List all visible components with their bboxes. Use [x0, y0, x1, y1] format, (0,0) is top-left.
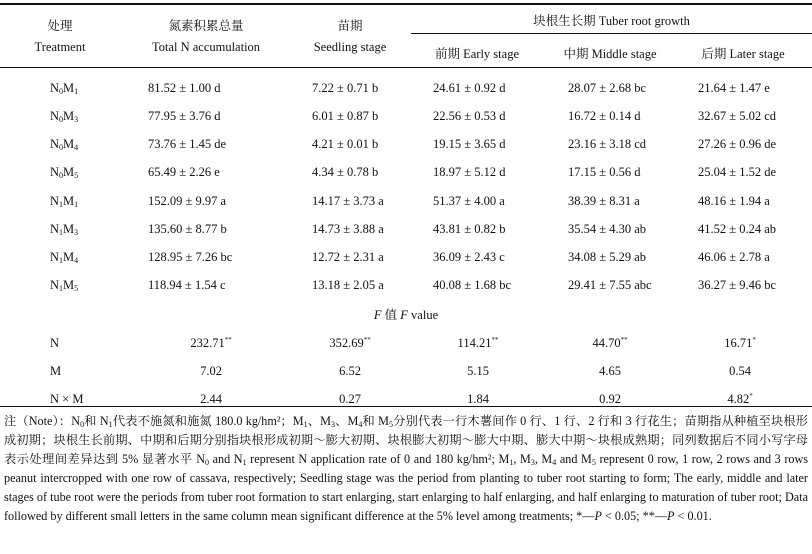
header-treatment: 处理 Treatment [34, 19, 86, 54]
f-cell-seedling: 0.27 [339, 392, 361, 406]
cell-early: 18.97 ± 5.12 d [433, 165, 506, 179]
cell-early: 19.15 ± 3.65 d [433, 137, 506, 151]
row-label: $N_1M_3$ [50, 222, 79, 237]
f-cell-early: 114.21** [457, 336, 499, 350]
cell-total: 128.95 ± 7.26 bc [148, 250, 233, 264]
cell-seedling: 14.73 ± 3.88 a [312, 222, 384, 236]
header-seedling: 苗期 Seedling stage [313, 19, 387, 54]
cell-middle: 16.72 ± 0.14 d [568, 109, 641, 123]
f-cell-seedling: 6.52 [339, 364, 361, 378]
table-note: 注（Note）：$N_0$和 $N_1$代表不施氮和施氮 180.0 kg/hm²；$M_1$、$M_3$、$M_4$和 $M_5$分别代表一行木薯间作 0 行、1 行、2 行和 3 行花生；苗期指从种植至块根形成初期；块根生长前期、中期和后期分别指块根形成初期～膨大初期、块根膨大初期～膨大中期、膨大中期～块根成熟期；同列数据后不同小写字母表示处理间差异达到 5% 显著水平 $N_0$ and $N_1$ represent N application rate of 0 and 180 kg/hm²; $M_1$, $M_3$, $M_4$ and $M_5$ represent 0 row, 1 row, 2 rows and 3 rows peanut intercropped with one row of cassava, respectively; Seedling stage was the period from planting to tuber root starting to form; The early, middle and later stages of tube root were the periods from tuber root formation to start enlarging, start enlarging to half enlarging, and half enlarging to maturation of tuber root; Data followed by different small letters in the same column mean significant difference at the 5% level among treatments; *—P < 0.05; **—P < 0.01. [4, 414, 809, 523]
cell-later: 27.26 ± 0.96 de [698, 137, 777, 151]
cell-total: 152.09 ± 9.97 a [148, 194, 227, 208]
f-row-label: N [50, 336, 60, 350]
f-cell-middle: 44.70** [592, 336, 628, 350]
cell-later: 41.52 ± 0.24 ab [698, 222, 777, 236]
f-cell-total: 2.44 [200, 392, 222, 406]
cell-middle: 29.41 ± 7.55 abc [568, 278, 652, 292]
cell-middle: 28.07 ± 2.68 bc [568, 81, 647, 95]
f-cell-total: 232.71** [190, 336, 232, 350]
f-row-label: M [50, 364, 62, 378]
cell-seedling: 13.18 ± 2.05 a [312, 278, 384, 292]
row-label: $N_0M_3$ [50, 109, 79, 124]
cell-total: 77.95 ± 3.76 d [148, 109, 221, 123]
cell-early: 22.56 ± 0.53 d [433, 109, 506, 123]
cell-seedling: 7.22 ± 0.71 b [312, 81, 379, 95]
cell-seedling: 6.01 ± 0.87 b [312, 109, 379, 123]
f-cell-early: 5.15 [467, 364, 489, 378]
row-label: $N_0M_4$ [50, 137, 79, 152]
f-cell-later: 16.71* [724, 336, 756, 350]
cell-later: 21.64 ± 1.47 e [698, 81, 770, 95]
header-middle: 中期 Middle stage [563, 47, 657, 61]
cell-later: 46.06 ± 2.78 a [698, 250, 770, 264]
cell-middle: 34.08 ± 5.29 ab [568, 250, 647, 264]
cell-middle: 23.16 ± 3.18 cd [568, 137, 647, 151]
top-rule [0, 3, 812, 5]
cell-seedling: 4.21 ± 0.01 b [312, 137, 379, 151]
significance-mark: * [749, 392, 753, 400]
tuber-group-rule [411, 33, 812, 34]
cell-early: 40.08 ± 1.68 bc [433, 278, 512, 292]
f-cell-total: 7.02 [200, 364, 222, 378]
cell-middle: 17.15 ± 0.56 d [568, 165, 641, 179]
cell-total: 73.76 ± 1.45 de [148, 137, 227, 151]
cell-total: 135.60 ± 8.77 b [148, 222, 227, 236]
cell-later: 48.16 ± 1.94 a [698, 194, 770, 208]
cell-early: 36.09 ± 2.43 c [433, 250, 505, 264]
row-label: $N_0M_5$ [50, 165, 79, 180]
significance-mark: ** [363, 336, 371, 344]
f-cell-later: 0.54 [729, 364, 751, 378]
row-label: $N_1M_4$ [50, 250, 79, 265]
cell-seedling: 14.17 ± 3.73 a [312, 194, 384, 208]
f-cell-later: 4.82* [727, 392, 753, 406]
row-label: $N_1M_5$ [50, 278, 79, 293]
cell-early: 43.81 ± 0.82 b [433, 222, 506, 236]
significance-mark: * [752, 336, 756, 344]
cell-seedling: 12.72 ± 2.31 a [312, 250, 384, 264]
significance-mark: ** [620, 336, 628, 344]
cell-middle: 38.39 ± 8.31 a [568, 194, 640, 208]
f-value-heading: F 值 F value [373, 308, 439, 322]
header-tuber-group: 块根生长期 Tuber root growth [533, 14, 690, 28]
significance-mark: ** [224, 336, 232, 344]
header-early: 前期 Early stage [434, 47, 519, 61]
cell-total: 118.94 ± 1.54 c [148, 278, 226, 292]
cell-middle: 35.54 ± 4.30 ab [568, 222, 647, 236]
cell-total: 65.49 ± 2.26 e [148, 165, 220, 179]
cell-seedling: 4.34 ± 0.78 b [312, 165, 379, 179]
header-later: 后期 Later stage [701, 47, 785, 61]
row-label: $N_0M_1$ [50, 81, 79, 96]
significance-mark: ** [491, 336, 499, 344]
f-row-label: N × M [50, 392, 84, 406]
header-bottom-rule [0, 67, 812, 68]
cell-later: 32.67 ± 5.02 cd [698, 109, 777, 123]
f-cell-seedling: 352.69** [329, 336, 371, 350]
cell-later: 36.27 ± 9.46 bc [698, 278, 777, 292]
f-cell-middle: 4.65 [599, 364, 621, 378]
cell-later: 25.04 ± 1.52 de [698, 165, 777, 179]
f-cell-early: 1.84 [467, 392, 489, 406]
cell-total: 81.52 ± 1.00 d [148, 81, 221, 95]
cell-early: 24.61 ± 0.92 d [433, 81, 506, 95]
row-label: $N_1M_1$ [50, 194, 79, 209]
header-total-n: 氮素积累总量 Total N accumulation [151, 19, 261, 54]
cell-early: 51.37 ± 4.00 a [433, 194, 505, 208]
f-cell-middle: 0.92 [599, 392, 621, 406]
